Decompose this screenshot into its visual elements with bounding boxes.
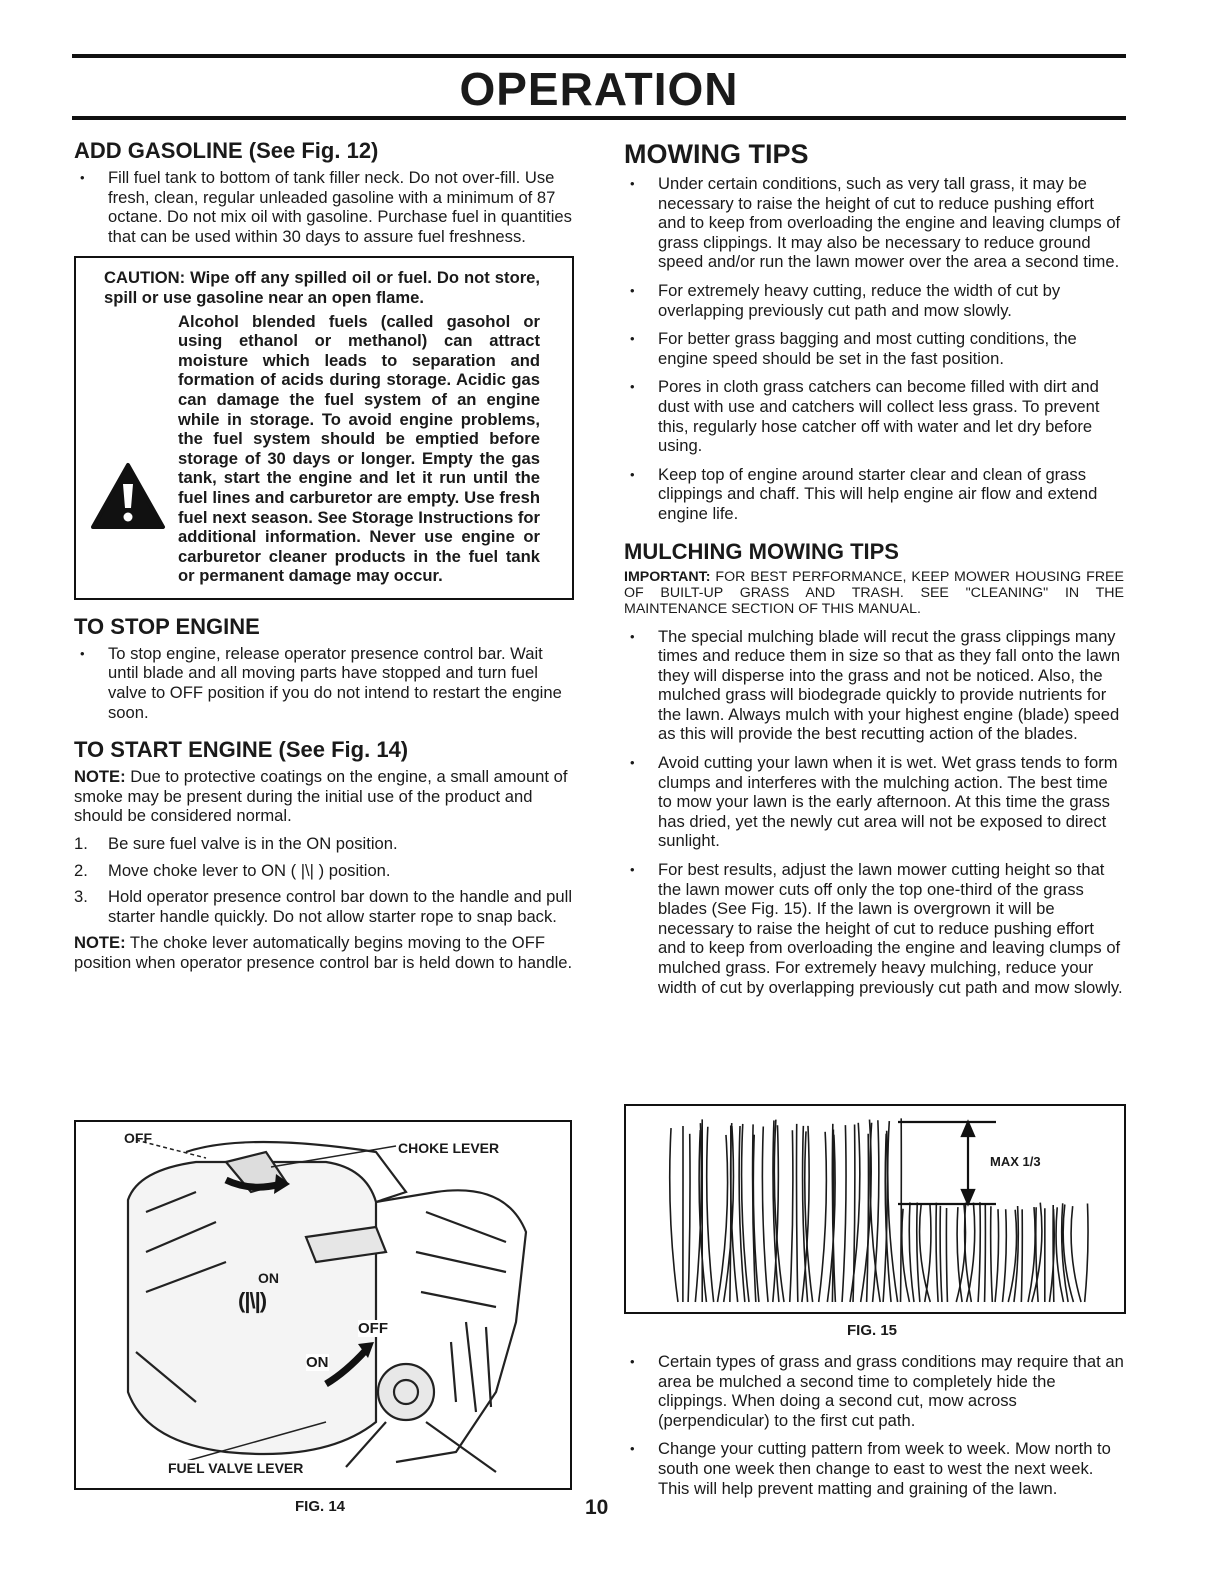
start-engine-note xyxy=(74,767,574,826)
stop-engine-heading: TO STOP ENGINE xyxy=(74,613,260,639)
label-choke-lever: CHOKE LEVER xyxy=(398,1140,500,1156)
stop-engine-list xyxy=(74,644,574,722)
title-underline xyxy=(72,116,1126,120)
label-fuel-valve-lever: FUEL VALVE LEVER xyxy=(168,1460,304,1476)
grass-blade xyxy=(819,1132,827,1302)
mowing-tips-list xyxy=(624,174,1124,524)
list-item: • To stop engine, release operator presence control bar. Wait until blade and all moving parts have stopped and turn fuel valve to OFF position if you do not intend to restart the engine soon. xyxy=(74,644,574,722)
grass-blade xyxy=(695,1123,701,1302)
left-column xyxy=(74,138,574,981)
fig14-caption: FIG. 14 xyxy=(294,1498,346,1515)
important-note xyxy=(624,569,1124,617)
label-on-valve: ON xyxy=(306,1354,329,1371)
label-off-valve: OFF xyxy=(358,1320,388,1337)
step-text: Move choke lever to ON ( |\| ) position. xyxy=(108,860,391,880)
choke-note xyxy=(74,933,574,972)
list-item xyxy=(74,861,574,881)
grass-drawing xyxy=(626,1106,1124,1312)
add-gasoline-heading: ADD GASOLINE (See Fig. 12) xyxy=(74,138,379,163)
list-item: • Change your cutting pattern from week to week. Mow north to south one week then change to east to west the next week. This will help prevent matting and graining of the lawn. xyxy=(624,1439,1124,1498)
note-label: NOTE: xyxy=(74,933,126,953)
grass-blade xyxy=(774,1120,784,1302)
add-gasoline-list xyxy=(74,168,574,246)
step-text: Be sure fuel valve is in the ON position. xyxy=(108,834,398,854)
important-label: IMPORTANT: xyxy=(624,568,711,585)
list-item: • The special mulching blade will recut the grass clippings many times and reduce them in size so that as they fall onto the lawn they will disperse into the grass and not be noticed. Also, the mulched grass will biodegrade quickly to provide nutrients for the lawn. Always mulch with your highest engine (blade) speed as this will provide the best recutting action of the blades. xyxy=(624,627,1124,745)
fig14-engine-illustration xyxy=(74,1120,572,1490)
mulching-tips-heading: MULCHING MOWING TIPS xyxy=(624,538,899,564)
grass-blade xyxy=(688,1134,690,1302)
grass-blade xyxy=(842,1125,846,1302)
grass-blade xyxy=(1021,1209,1022,1302)
list-item: • Certain types of grass and grass conditions may require that an area be mulched a second time to completely hide the clippings. When doing a second cut, mow across (perpendicular) to the first cut path. xyxy=(624,1352,1124,1430)
list-item: • Pores in cloth grass catchers can become filled with dirt and dust with use and catchers will collect less grass. To prevent this, regularly hose catcher off with water and let dry before using. xyxy=(624,377,1124,455)
label-choke-symbol: (|\|) xyxy=(238,1288,267,1313)
right-column xyxy=(624,138,1124,1006)
list-item: • Avoid cutting your lawn when it is wet. Wet grass tends to form clumps and interferes with the mulching action. The best time to mow your lawn is the early afternoon. At this time the grass has dried, yet the newly cut area will not be exposed to direct sunlight. xyxy=(624,753,1124,851)
label-on-choke: ON xyxy=(258,1270,279,1286)
grass-blade xyxy=(861,1120,872,1302)
grass-blade xyxy=(1002,1209,1006,1302)
grass-blade xyxy=(1071,1206,1081,1302)
grass-blade xyxy=(946,1208,947,1302)
list-item: • Fill fuel tank to bottom of tank filler neck. Do not over-fill. Use fresh, clean, regular unleaded gasoline with a minimum of 87 octane. Do not mix oil with gasoline. Purchase fuel in quantities that can be used within 30 days to assure fuel freshness. xyxy=(74,168,574,246)
note-label: NOTE: xyxy=(74,767,126,787)
list-item: • Under certain conditions, such as very tall grass, it may be necessary to raise the height of cut to reduce pushing effort and to keep from overloading the engine and leaving clumps of grass clippings. It may also be necessary to reduce ground speed and/or run the lawn mower over the area a second time. xyxy=(624,174,1124,272)
note-text: The choke lever automatically begins moving to the OFF position when operator presence control bar is held down to handle. xyxy=(74,933,573,972)
page-number: 10 xyxy=(585,1496,609,1519)
step-number: 3. xyxy=(74,887,88,907)
right-column-continued xyxy=(624,1352,1124,1507)
start-engine-steps xyxy=(74,834,574,926)
grass-blade xyxy=(957,1207,962,1302)
grass-blade xyxy=(967,1203,975,1302)
grass-blade xyxy=(790,1130,793,1302)
grass-blade xyxy=(920,1203,931,1302)
note-text: Due to protective coatings on the engine, a small amount of smoke may be present during the initial use of the product and should be considered normal. xyxy=(74,767,568,826)
grass-blade xyxy=(991,1206,993,1302)
grass-blade xyxy=(995,1209,998,1302)
caution-box xyxy=(74,256,574,600)
mulching-tips-list xyxy=(624,627,1124,998)
grass-blade xyxy=(1053,1205,1054,1302)
grass-blade xyxy=(902,1209,910,1302)
grass-blade xyxy=(1062,1203,1068,1302)
list-item xyxy=(74,887,574,926)
grass-blade xyxy=(853,1124,855,1302)
list-item xyxy=(74,834,574,854)
grass-blade xyxy=(985,1205,986,1302)
grass-blade xyxy=(670,1128,678,1302)
engine-drawing xyxy=(76,1122,570,1488)
grass-blade xyxy=(707,1127,714,1302)
grass-blade xyxy=(909,1202,914,1302)
step-number: 1. xyxy=(74,834,88,854)
step-text: Hold operator presence control bar down to the handle and pull starter handle quickly. Do not allow starter rope to snap back. xyxy=(108,887,573,926)
grass-blade xyxy=(1085,1203,1088,1302)
grass-blade xyxy=(867,1134,869,1302)
start-engine-heading: TO START ENGINE (See Fig. 14) xyxy=(74,737,409,763)
grass-blade xyxy=(1028,1207,1035,1302)
grass-blade xyxy=(936,1203,938,1302)
grass-blade xyxy=(718,1135,728,1302)
grass-blade xyxy=(901,1118,902,1302)
grass-blade xyxy=(762,1126,768,1302)
list-item: • For best results, adjust the lawn mower cutting height so that the lawn mower cuts off only the top one-third of the grass blades (See Fig. 15). If the lawn is overgrown it will be necessary to raise the height of cut to reduce pushing effort and to keep from overloading the engine and leaving clumps of mulched grass. For extremely heavy mulching, reduce your width of cut by overlapping previously cut path and mow slowly. xyxy=(624,860,1124,997)
list-item: • For better grass bagging and most cutting conditions, the engine speed should be set in the fast position. xyxy=(624,329,1124,368)
fig15-grass-illustration xyxy=(624,1104,1126,1314)
mulching-tips-list-continued xyxy=(624,1352,1124,1498)
caution-body: Alcohol blended fuels (called gasohol or using ethanol or methanol) can attract moisture which leads to separation and formation of acids during storage. Acidic gas can damage the fuel system of an engine while in storage. To avoid engine problems, the fuel system should be emptied before storage of 30 days or longer. Empty the gas tank, start the engine and let it run until the fuel lines and carburetor are empty. Use fresh fuel next season. See Storage Instructions for additional information. Never use engine or carburetor cleaner products in the fuel tank or permanent damage may occur. xyxy=(178,311,540,586)
grass-blade xyxy=(796,1124,797,1302)
grass-blade xyxy=(978,1202,980,1302)
mowing-tips-heading: MOWING TIPS xyxy=(624,139,809,169)
label-max-third: MAX 1/3 xyxy=(990,1154,1041,1169)
warning-triangle-icon xyxy=(90,462,166,530)
label-off-choke: OFF xyxy=(124,1130,152,1146)
page-title: OPERATION xyxy=(459,63,739,115)
caution-heading: CAUTION: Wipe off any spilled oil or fuel. Do not store, spill or use gasoline near an open flame. xyxy=(104,268,540,307)
grass-blade xyxy=(940,1206,942,1302)
list-item: • Keep top of engine around starter clear and clean of grass clippings and chaff. This will help engine air flow and extend engine life. xyxy=(624,465,1124,524)
fig15-caption: FIG. 15 xyxy=(846,1322,898,1339)
important-text: FOR BEST PERFORMANCE, KEEP MOWER HOUSING FREE OF BUILT-UP GRASS AND TRASH. SEE "CLEANING" IN THE MAINTENANCE SECTION OF THIS MANUAL. xyxy=(624,568,1124,617)
list-item: • For extremely heavy cutting, reduce the width of cut by overlapping previously cut path and mow slowly. xyxy=(624,281,1124,320)
top-rule xyxy=(72,54,1126,58)
step-number: 2. xyxy=(74,860,88,880)
